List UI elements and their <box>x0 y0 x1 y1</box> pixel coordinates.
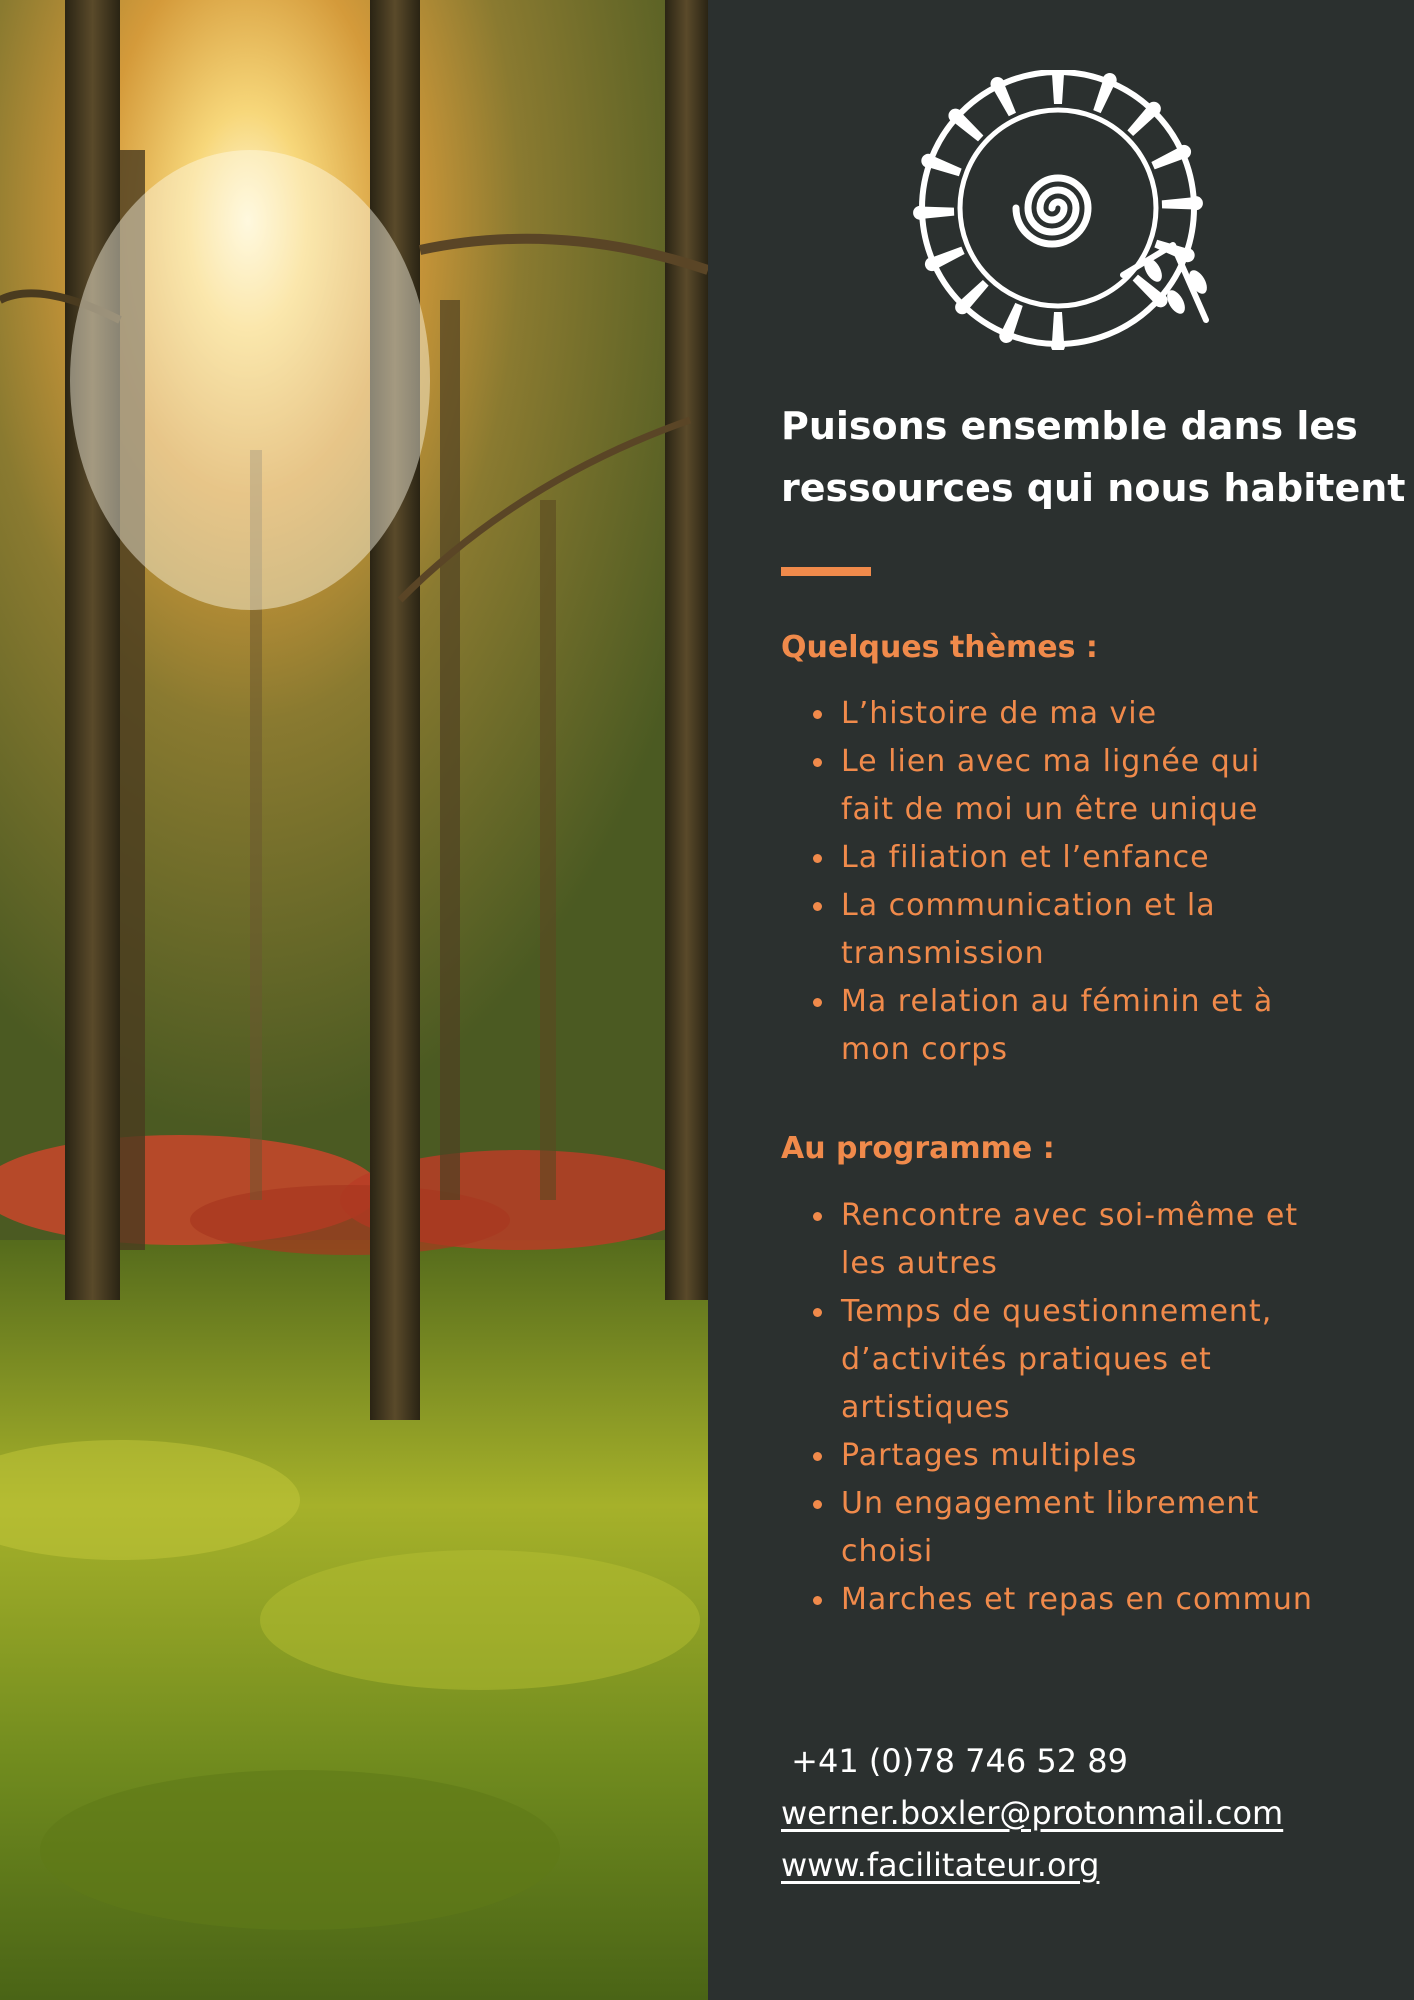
list-item-text: Temps de questionnement, <box>841 1294 1273 1329</box>
themes-title: Quelques thèmes : <box>781 630 1098 665</box>
list-item <box>781 1576 1381 1624</box>
list-item-text: Rencontre avec soi-même et <box>841 1198 1299 1233</box>
list-item <box>781 1480 1381 1576</box>
contact-block <box>781 1735 1283 1891</box>
themes-list <box>781 690 1381 1074</box>
list-item-text: transmission <box>841 936 1045 971</box>
headline <box>781 395 1406 519</box>
list-item-text: La filiation et l’enfance <box>841 840 1210 875</box>
list-item-text: Un engagement librement <box>841 1486 1260 1521</box>
list-item <box>781 834 1381 882</box>
list-item-text: L’histoire de ma vie <box>841 696 1158 731</box>
list-item-text: artistiques <box>841 1390 1011 1425</box>
list-item-text: mon corps <box>841 1032 1008 1067</box>
list-item-text: Partages multiples <box>841 1438 1138 1473</box>
list-item-text: Marches et repas en commun <box>841 1582 1313 1617</box>
list-item <box>781 882 1381 978</box>
list-item-text: Le lien avec ma lignée qui <box>841 744 1261 779</box>
programme-title: Au programme : <box>781 1131 1055 1166</box>
headline-line: ressources qui nous habitent <box>781 466 1406 510</box>
headline-line: Puisons ensemble dans les <box>781 404 1358 448</box>
list-item <box>781 738 1381 834</box>
email-link[interactable]: werner.boxler@protonmail.com <box>781 1794 1284 1832</box>
list-item-text: Ma relation au féminin et à <box>841 984 1274 1019</box>
list-item-text: d’activités pratiques et <box>841 1342 1212 1377</box>
phone-number: +41 (0)78 746 52 89 <box>781 1742 1128 1780</box>
list-item <box>781 1432 1381 1480</box>
circle-of-people-spiral-logo-icon <box>908 70 1228 350</box>
list-item <box>781 978 1381 1074</box>
accent-divider <box>781 567 871 576</box>
list-item-text: La communication et la <box>841 888 1216 923</box>
list-item-text: choisi <box>841 1534 934 1569</box>
list-item <box>781 1288 1381 1432</box>
list-item <box>781 690 1381 738</box>
list-item-text: fait de moi un être unique <box>841 792 1259 827</box>
info-panel <box>708 0 1414 2000</box>
list-item <box>781 1192 1381 1288</box>
programme-list <box>781 1192 1381 1624</box>
website-link[interactable]: www.facilitateur.org <box>781 1846 1100 1884</box>
list-item-text: les autres <box>841 1246 998 1281</box>
